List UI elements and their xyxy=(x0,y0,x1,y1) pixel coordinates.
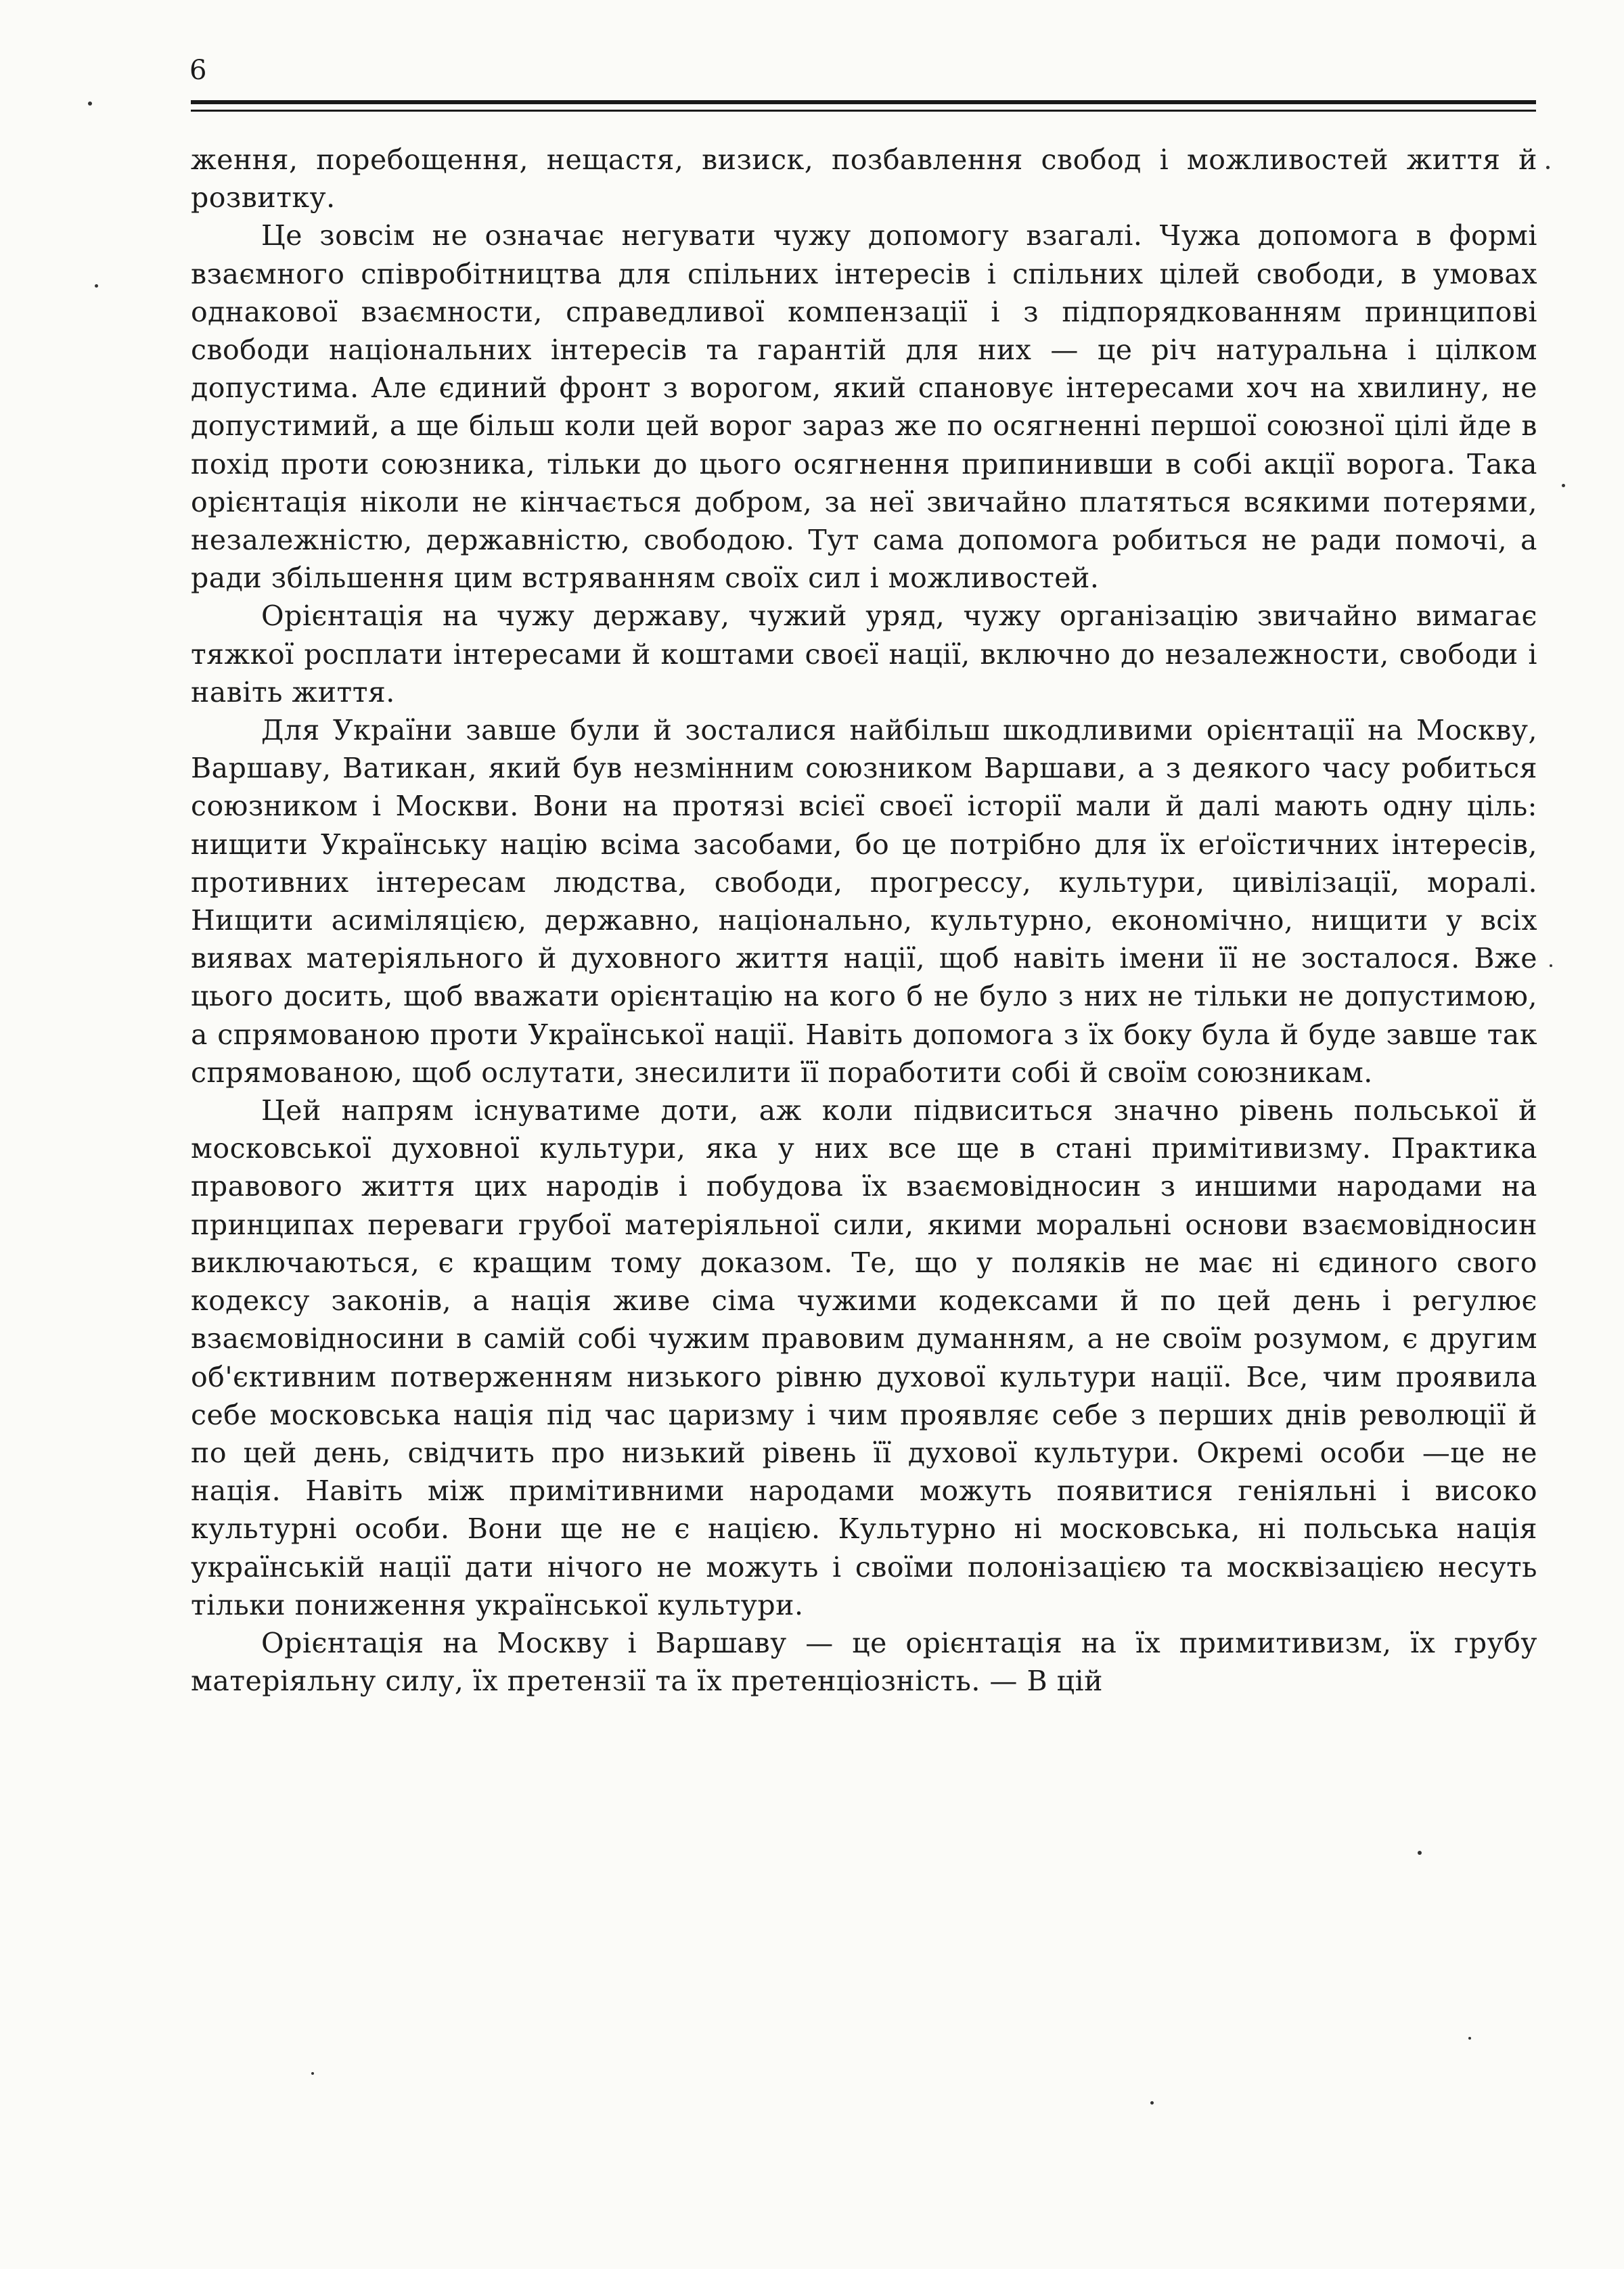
paragraph: ження, поребощення, нещастя, визиск, позбавлення свобод і можливостей життя й розвитку. xyxy=(191,143,1537,215)
paragraph: Орієнтація на Москву і Варшаву — це орієнтація на їх примитивизм, їх грубу матеріяльну силу, їх претензії та їх претенціозність. — В цій xyxy=(191,1626,1537,1698)
paragraph: Для України завше були й зосталися найбільш шкодливими орієнтації на Москву, Варшаву, Ватикан, який був незмінним союзником Варшави, а з деякого часу робиться союзником і Москви. Вони на протязі всієї своєї історії мали й далі мають одну ціль: нищити Українську націю всіма засобами, бо це потрібно для їх еґоїстичних інтересів, противних інтересам людства, свободи, прогрессу, культури, цивілізації, моралі. Нищити асиміляцією, державно, національно, культурно, економічно, нищити у всіх виявах матеріяльного й духовного життя нації, щоб навіть імени її не зосталося. Вже цього досить, щоб вважати орієнтацію на кого б не було з них не тільки не допустимою, а спрямованою проти Української нації. Навіть допомога з їх боку була й буде завше так спрямованою, щоб ослутати, знесилити її поработити собі й своїм союзникам. xyxy=(191,714,1537,1089)
body-text xyxy=(191,141,1537,1700)
scan-speck xyxy=(95,284,98,288)
scan-speck xyxy=(1550,964,1552,967)
paragraph: Орієнтація на чужу державу, чужий уряд, чужу організацію звичайно вимагає тяжкої росплати інтересами й коштами своєї нації, включно до незалежности, свободи і навіть життя. xyxy=(191,600,1537,709)
paragraph: Це зовсім не означає негувати чужу допомогу взагалі. Чужа допомога в формі взаємного співробітництва для спільних інтересів і спільних цілей свободи, в умовах однакової взаємности, справедливої компензації і з підпорядкованням принципові свободи національних інтересів та гарантій для них — це річ натуральна і цілком допустима. Але єдиний фронт з ворогом, який спановує інтересами хоч на хвилину, не допустимий, а ще більш коли цей ворог зараз же по осягненні першої союзної цілі йде в похід проти союзника, тільки до цього осягнення припинивши в собі акції ворога. Така орієнтація ніколи не кінчається добром, за неї звичайно платяться всякими потерями, незалежністю, державністю, свободою. Тут сама допомога робиться не ради помочі, а ради збільшення цим встрявaнням своїх сил і можливостей. xyxy=(191,219,1537,595)
scan-speck xyxy=(1150,2101,1154,2105)
scan-speck xyxy=(311,2072,314,2075)
scan-speck xyxy=(1418,1851,1422,1855)
paragraph: Цей напрям існуватиме доти, аж коли підвиситься значно рівень польської й московської духовної культури, яка у них все ще в стані примітивизму. Практика правового життя цих народів і побудова їх взаємовідносин з иншими народами на принципах переваги грубої матеріяльної сили, якими моральні основи взаємовідносин виключаються, є кращим тому доказом. Те, що у поляків не має ні єдиного свого кодексу законів, а нація живе сіма чужими кодексами й по цей день і регулює взаємовідносини в самій собі чужим правовим думанням, а не своїм розумом, є другим об'єктивним потверженням низького рівню духової культури нації. Все, чим проявила себе московська нація під час царизму і чим проявляє себе з перших днів революції й по цей день, свідчить про низький рівень її духової культури. Окремі особи —це не нація. Навіть між примітивними народами можуть появитися геніяльні і високо культурні особи. Вони ще не є нацією. Культурно ні московська, ні польська нація українській нації дати нічого не можуть і своїми полонізацією та москвізацією несуть тільки пониження української культури. xyxy=(191,1094,1537,1621)
page-number: 6 xyxy=(189,55,207,86)
scan-speck xyxy=(1468,2037,1471,2040)
header-rule-thin xyxy=(191,110,1536,112)
scan-speck xyxy=(88,102,92,106)
scan-speck xyxy=(1562,484,1565,487)
header-rule-thick xyxy=(191,100,1536,104)
scan-speck xyxy=(1546,166,1550,169)
